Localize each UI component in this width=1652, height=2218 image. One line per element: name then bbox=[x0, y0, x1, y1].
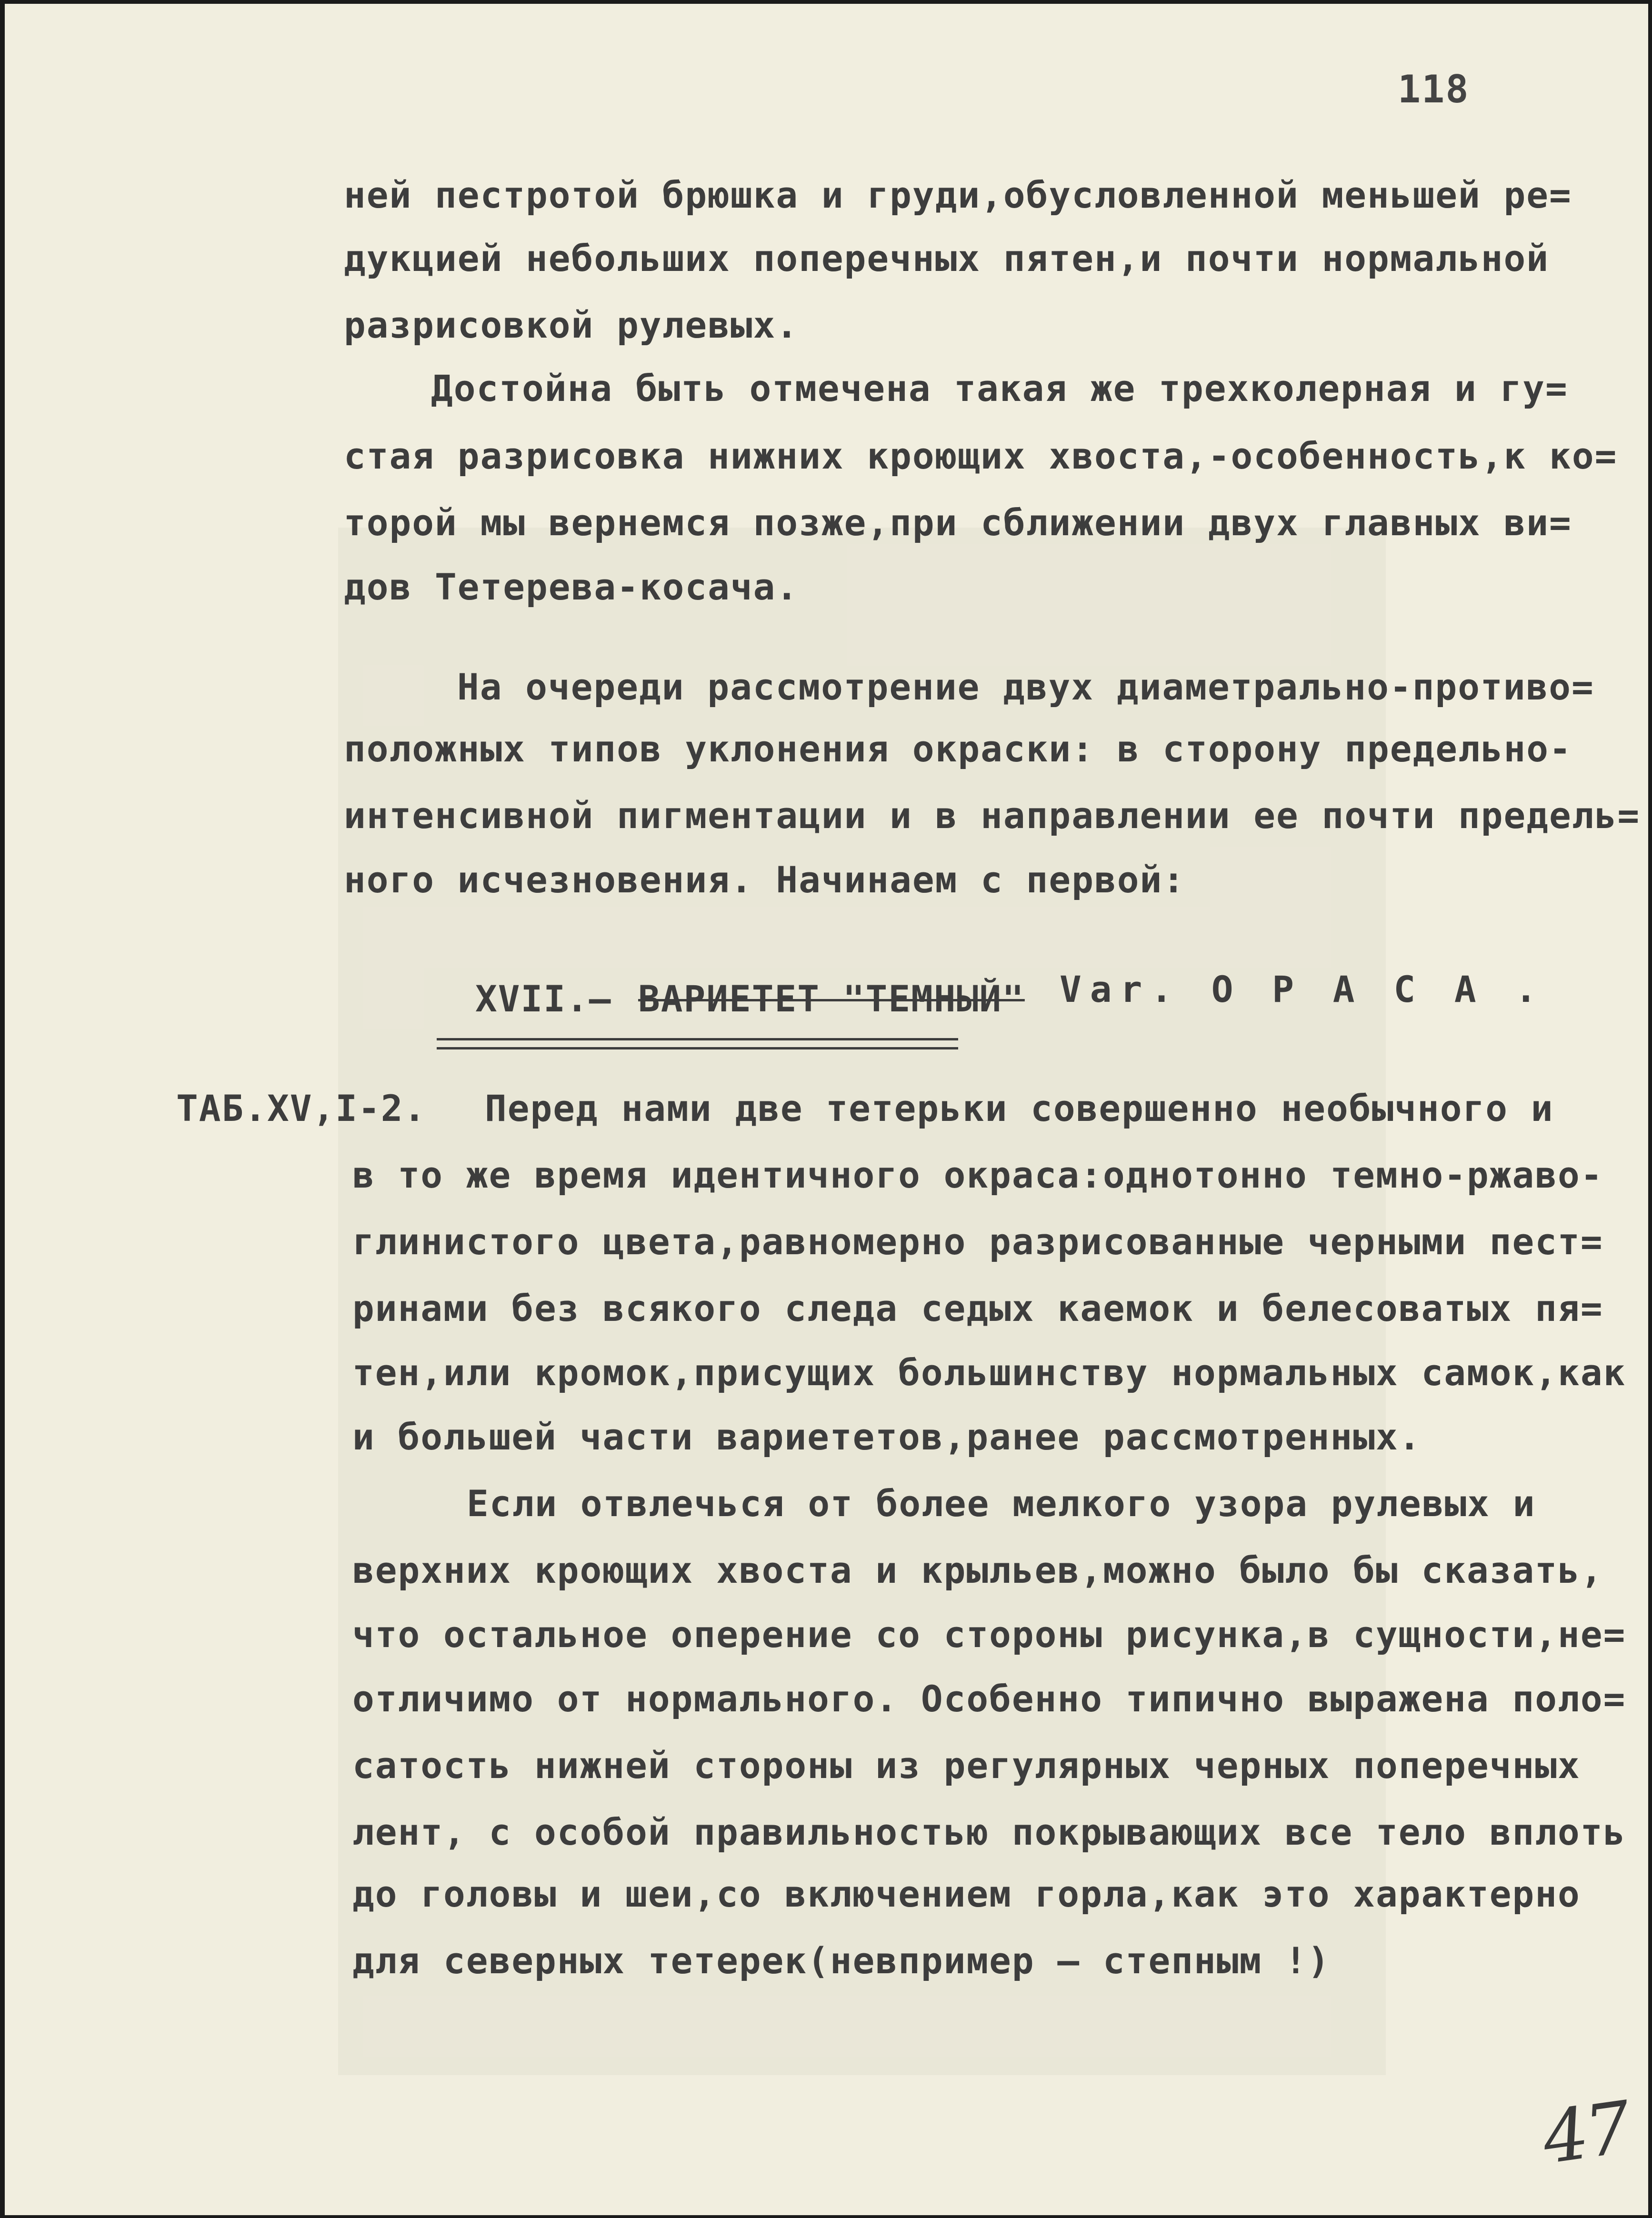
paragraph-3-line-1: На очереди рассмотрение двух диаметрально-противо= bbox=[457, 666, 1594, 708]
paragraph-5-line-6: лент, с особой правильностью покрывающих все тело вплоть bbox=[352, 1811, 1626, 1853]
paragraph-5-line-3: что остальное оперение со стороны рисунка,в сущности,не= bbox=[352, 1613, 1626, 1656]
paragraph-4-line-5: тен,или кромок,присущих большинству нормальных самок,как bbox=[352, 1351, 1626, 1394]
paragraph-4-line-3: глинистого цвета,равномерно разрисованные черными пест= bbox=[352, 1220, 1603, 1263]
paragraph-2-line-4: дов Тетерева-косача. bbox=[344, 566, 799, 608]
paragraph-4-line-1: Перед нами две тетерьки совершенно необычного и bbox=[485, 1087, 1554, 1129]
page-number: 118 bbox=[1398, 67, 1470, 111]
paragraph-3-line-2: положных типов уклонения окраски: в сторону предельно- bbox=[344, 728, 1572, 770]
paragraph-4-line-4: ринами без всякого следа седых каемок и белесоватых пя= bbox=[352, 1287, 1603, 1329]
paragraph-3-line-4: ного исчезновения. Начинаем с первой: bbox=[344, 859, 1185, 901]
paragraph-3-line-3: интенсивной пигментации и в направлении ее почти предель= bbox=[344, 794, 1641, 837]
paragraph-5-line-2: верхних кроющих хвоста и крыльев,можно было бы сказать, bbox=[352, 1549, 1603, 1591]
paragraph-2-line-2: стая разрисовка нижних кроющих хвоста,-особенность,к ко= bbox=[344, 435, 1618, 477]
paragraph-2-line-3: торой мы вернемся позже,при сближении двух главных ви= bbox=[344, 501, 1572, 544]
document-page bbox=[5, 4, 1648, 2215]
paragraph-5-line-7: до головы и шеи,со включением горла,как это характерно bbox=[352, 1873, 1581, 1915]
paragraph-5-line-1: Если отвлечься от более мелкого узора рулевых и bbox=[467, 1482, 1536, 1525]
paragraph-2-line-1: Достойна быть отмечена такая же трехколерная и гу= bbox=[431, 367, 1568, 410]
paragraph-4-line-2: в то же время идентичного окраса:однотонно темно-ржаво- bbox=[352, 1154, 1603, 1196]
heading-underline bbox=[437, 1038, 958, 1049]
paragraph-1-line-3: разрисовкой рулевых. bbox=[344, 304, 799, 346]
paragraph-1-line-1: ней пестротой брюшка и груди,обусловленной меньшей ре= bbox=[344, 174, 1572, 216]
paragraph-5-line-8: для северных тетерек(невпример – степным !) bbox=[352, 1939, 1331, 1982]
handwritten-folio-number: 47 bbox=[1537, 2086, 1634, 2180]
paragraph-4-line-6: и большей части вариететов,ранее рассмотренных. bbox=[352, 1416, 1422, 1458]
heading-title: ВАРИЕТЕТ "ТЕМНЫЙ" bbox=[638, 978, 1025, 1020]
paragraph-5-line-5: сатость нижней стороны из регулярных черных поперечных bbox=[352, 1744, 1581, 1787]
table-reference: ТАБ.XV,I-2. bbox=[176, 1087, 427, 1129]
heading-number: XVII.– bbox=[475, 978, 612, 1020]
heading-latin: Var. O P A C A . bbox=[1060, 968, 1546, 1010]
paragraph-5-line-4: отличимо от нормального. Особенно типично выражена поло= bbox=[352, 1678, 1626, 1720]
paragraph-1-line-2: дукцией небольших поперечных пятен,и почти нормальной bbox=[344, 237, 1550, 280]
